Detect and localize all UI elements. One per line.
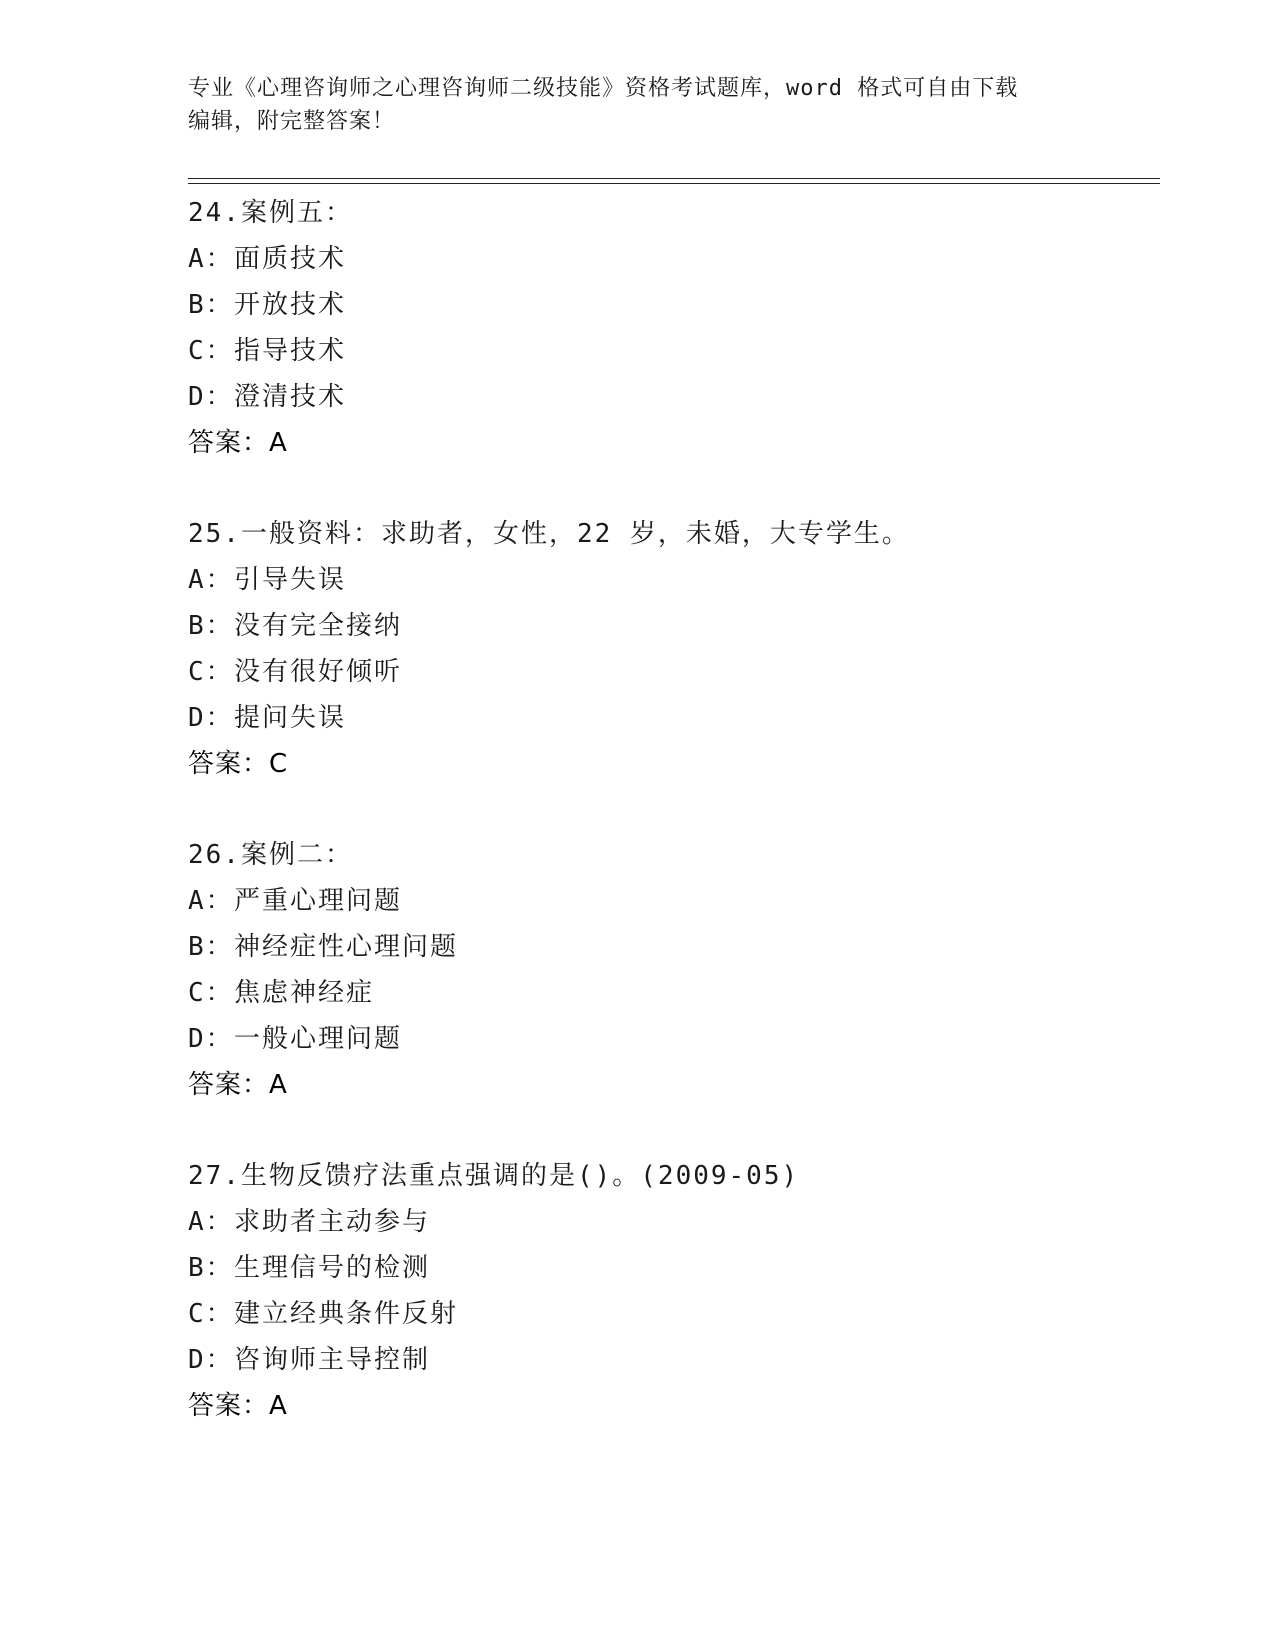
option-letter: A： <box>188 244 234 274</box>
option-d <box>188 374 1148 420</box>
option-a <box>188 878 1148 924</box>
question-stem: 27.生物反馈疗法重点强调的是()。(2009-05) <box>188 1161 800 1191</box>
option-letter: D： <box>188 1024 234 1054</box>
option-d <box>188 695 1148 741</box>
option-text: 建立经典条件反射 <box>234 1299 459 1329</box>
question-26 <box>188 832 1148 1108</box>
question-stem: 25.一般资料：求助者，女性，22 岁，未婚，大专学生。 <box>188 519 910 549</box>
option-letter: B： <box>188 290 234 320</box>
option-letter: B： <box>188 932 234 962</box>
option-letter: C： <box>188 1299 234 1329</box>
header-line-1: 专业《心理咨询师之心理咨询师二级技能》资格考试题库，word 格式可自由下载 <box>188 76 1019 101</box>
answer: 答案：A <box>188 428 288 458</box>
option-letter: D： <box>188 703 234 733</box>
option-b <box>188 924 1148 970</box>
option-text: 引导失误 <box>234 565 347 595</box>
question-spacer <box>188 787 1148 832</box>
option-a <box>188 1199 1148 1245</box>
question-stem: 26.案例二： <box>188 840 353 870</box>
option-d <box>188 1337 1148 1383</box>
question-spacer <box>188 466 1148 511</box>
answer: 答案：A <box>188 1391 288 1421</box>
option-a <box>188 557 1148 603</box>
option-letter: C： <box>188 657 234 687</box>
question-stem: 24.案例五： <box>188 198 353 228</box>
question-spacer <box>188 1108 1148 1153</box>
option-letter: D： <box>188 1345 234 1375</box>
option-c <box>188 1291 1148 1337</box>
option-c <box>188 970 1148 1016</box>
option-text: 求助者主动参与 <box>234 1207 431 1237</box>
document-header <box>188 72 1068 138</box>
option-text: 严重心理问题 <box>234 886 403 916</box>
question-25 <box>188 511 1148 787</box>
option-a <box>188 236 1148 282</box>
option-text: 没有完全接纳 <box>234 611 403 641</box>
option-text: 焦虑神经症 <box>234 978 375 1008</box>
option-letter: A： <box>188 886 234 916</box>
option-text: 一般心理问题 <box>234 1024 403 1054</box>
option-c <box>188 328 1148 374</box>
option-b <box>188 1245 1148 1291</box>
option-letter: B： <box>188 611 234 641</box>
option-letter: A： <box>188 1207 234 1237</box>
header-divider-top <box>188 178 1160 179</box>
answer: 答案：A <box>188 1070 288 1100</box>
option-letter: C： <box>188 978 234 1008</box>
option-d <box>188 1016 1148 1062</box>
option-text: 神经症性心理问题 <box>234 932 459 962</box>
option-letter: D： <box>188 382 234 412</box>
option-letter: C： <box>188 336 234 366</box>
option-b <box>188 603 1148 649</box>
option-letter: B： <box>188 1253 234 1283</box>
option-text: 咨询师主导控制 <box>234 1345 431 1375</box>
header-divider-bottom <box>188 183 1160 184</box>
answer: 答案：C <box>188 749 289 779</box>
option-text: 开放技术 <box>234 290 347 320</box>
option-b <box>188 282 1148 328</box>
option-c <box>188 649 1148 695</box>
option-text: 提问失误 <box>234 703 347 733</box>
option-text: 指导技术 <box>234 336 347 366</box>
question-24 <box>188 190 1148 466</box>
option-letter: A： <box>188 565 234 595</box>
option-text: 澄清技术 <box>234 382 347 412</box>
header-line-2: 编辑，附完整答案！ <box>188 109 396 134</box>
option-text: 面质技术 <box>234 244 347 274</box>
option-text: 没有很好倾听 <box>234 657 403 687</box>
option-text: 生理信号的检测 <box>234 1253 431 1283</box>
question-27 <box>188 1153 1148 1429</box>
question-list <box>188 190 1148 1429</box>
